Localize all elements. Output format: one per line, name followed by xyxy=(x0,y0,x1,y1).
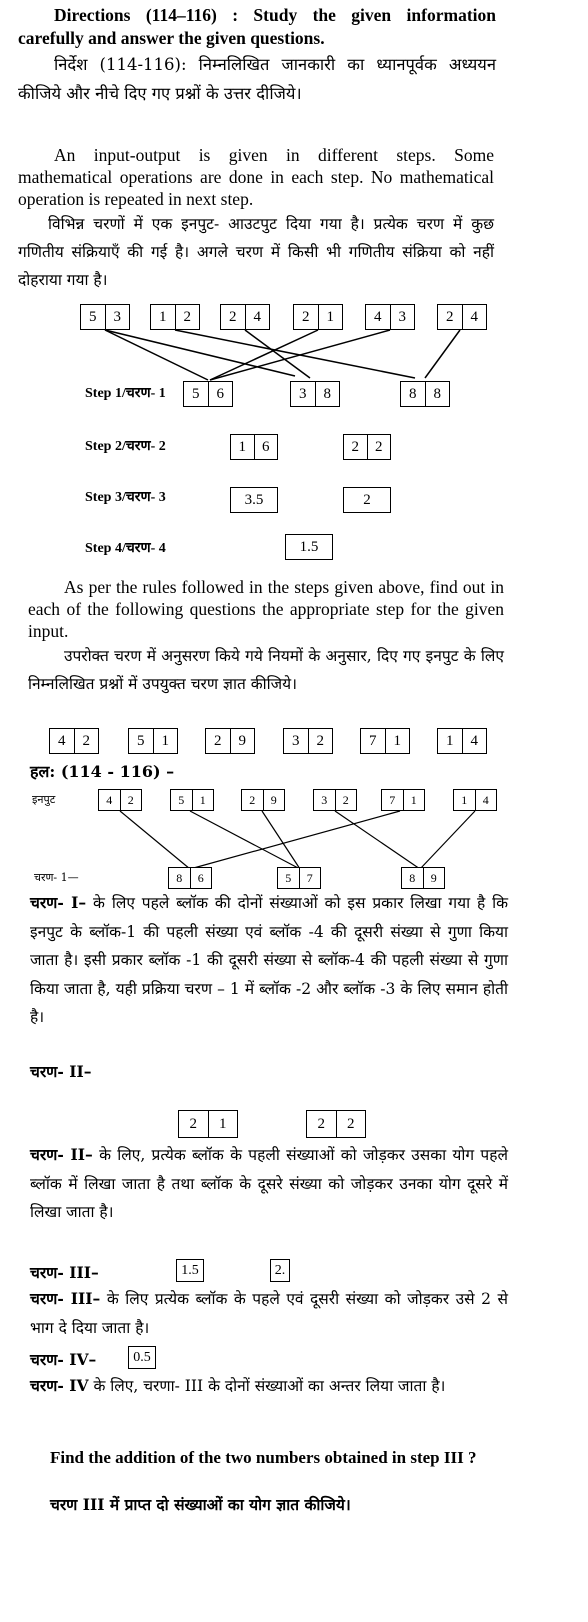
solution-step2-box-cell: 2 xyxy=(317,1115,325,1132)
solution-step3-head: चरण- III– xyxy=(30,1289,101,1308)
solution-input-box-cell: 2 xyxy=(249,792,256,807)
example-step4-label: Step 4/चरण- 4 xyxy=(85,541,166,556)
example-step1-box-cell: 8 xyxy=(315,382,340,406)
solution-step1-box-cell: 9 xyxy=(423,868,445,888)
example-input-box-cell: 3 xyxy=(105,305,130,329)
solution-step4-box: 0.5 xyxy=(128,1346,156,1369)
solution-step1-box-3 xyxy=(401,867,445,889)
solution-input-box-cell: 7 xyxy=(389,792,396,807)
example-step1-box-cell: 8 xyxy=(425,382,450,406)
solution-input-box-3 xyxy=(241,789,285,811)
question-intro-en: As per the rules followed in the steps given above, find out in each of the following questions the appropriate step for the given input. xyxy=(28,577,504,641)
directions-hi-intro: विभिन्न चरणों में एक इनपुट- आउटपुट दिया गया है। प्रत्येक चरण में कुछ गणितीय संक्रियाएँ की गई है। अगले चरण में किसी भी गणितीय संक्रिया को नहीं दोहराया गया है। xyxy=(18,215,494,289)
example-step4-box: 1.5 xyxy=(285,534,333,560)
solution-input-box-cell: 4 xyxy=(475,790,497,810)
example-input-box-cell: 3 xyxy=(390,305,415,329)
example-step2-box-cell: 2 xyxy=(351,438,359,455)
solution-step2-box-cell: 2 xyxy=(189,1115,197,1132)
solution-input-box-5 xyxy=(381,789,425,811)
solution-step3-explanation xyxy=(30,1285,508,1342)
solution-step2-explanation xyxy=(30,1141,508,1227)
question-input-box-cell: 2 xyxy=(214,732,222,749)
question-input-box-cell: 5 xyxy=(137,732,145,749)
solution-step1-box-cell: 7 xyxy=(299,868,321,888)
solution-step1-label: चरण- 1— xyxy=(34,871,79,884)
question-input-box-cell: 9 xyxy=(230,729,255,753)
solution-step3-head-a: चरण- III– xyxy=(30,1263,99,1282)
solution-input-box-cell: 5 xyxy=(178,792,185,807)
solution-input-box-cell: 1 xyxy=(461,792,468,807)
example-input-box-cell: 2 xyxy=(175,305,200,329)
solution-step2-head: चरण- II– xyxy=(30,1145,93,1164)
question-input-box-cell: 1 xyxy=(385,729,410,753)
example-input-box-cell: 2 xyxy=(446,308,454,325)
solution-input-box-cell: 2 xyxy=(120,790,142,810)
solution-step1-box-cell: 8 xyxy=(176,870,183,885)
example-step1-label: Step 1/चरण- 1 xyxy=(85,386,166,401)
solution-input-box-1 xyxy=(98,789,142,811)
solution-input-box-cell: 2 xyxy=(335,790,357,810)
example-input-box-cell: 1 xyxy=(318,305,343,329)
example-step3-box-2: 2 xyxy=(343,487,391,513)
example-input-box-cell: 2 xyxy=(302,308,310,325)
solution-input-box-2 xyxy=(170,789,214,811)
question-input-box-cell: 2 xyxy=(308,729,333,753)
solution-step4-head: चरण- IV xyxy=(30,1376,89,1395)
directions-en-intro: An input-output is given in different steps. Some mathematical operations are done in each step. No mathematical operation is repeated in next step. xyxy=(18,145,494,209)
example-input-box-cell: 4 xyxy=(374,308,382,325)
example-step3-box-1: 3.5 xyxy=(230,487,278,513)
solution-step3-box-1: 1.5 xyxy=(176,1259,204,1282)
question-input-box-cell: 3 xyxy=(292,732,300,749)
solution-heading: हल: (114 - 116) – xyxy=(30,762,175,781)
question-input-box-cell: 7 xyxy=(369,732,377,749)
solution-input-box-cell: 1 xyxy=(192,790,214,810)
solution-input-box-cell: 4 xyxy=(106,792,113,807)
question-input-box-cell: 2 xyxy=(74,729,99,753)
solution-step2-box-2 xyxy=(306,1110,366,1138)
solution-step1-box-cell: 6 xyxy=(190,868,212,888)
solution-step1-explanation xyxy=(30,889,508,1032)
solution-step2-box-1 xyxy=(178,1110,238,1138)
solution-step3-text: के लिए प्रत्येक ब्लॉक के पहले एवं दूसरी संख्या को जोड़कर उसे 2 से भाग दे दिया जाता है। xyxy=(30,1290,508,1337)
example-input-box-cell: 4 xyxy=(245,305,270,329)
example-step1-box-cell: 6 xyxy=(208,382,233,406)
solution-step4-explanation xyxy=(30,1372,508,1401)
question-input-box-cell: 4 xyxy=(58,732,66,749)
question-input-box-cell: 4 xyxy=(462,729,487,753)
solution-input-box-cell: 1 xyxy=(403,790,425,810)
solution-input-box-6 xyxy=(453,789,497,811)
final-question-en: Find the addition of the two numbers obtained in step III ? xyxy=(50,1448,477,1467)
solution-input-box-cell: 3 xyxy=(321,792,328,807)
solution-step4-text: के लिए, चरणा- III के दोनों संख्याओं का अन्तर लिया जाता है। xyxy=(93,1377,446,1395)
final-question-hi: चरण III में प्राप्त दो संख्याओं का योग ज्ञात कीजिये। xyxy=(50,1495,351,1514)
question-intro-hi: उपरोक्त चरण में अनुसरण किये गये नियमों के अनुसार, दिए गए इनपुट के लिए निम्नलिखित प्रश्नों में उपयुक्त चरण ज्ञात कीजिये। xyxy=(28,647,504,693)
solution-step1-box-cell: 8 xyxy=(409,870,416,885)
solution-step1-head: चरण- I– xyxy=(30,893,87,912)
example-step2-label: Step 2/चरण- 2 xyxy=(85,439,166,454)
solution-step1-box-cell: 5 xyxy=(285,870,292,885)
example-step2-box-cell: 6 xyxy=(254,435,278,459)
solution-step1-box-1 xyxy=(168,867,212,889)
example-input-box-cell: 2 xyxy=(229,308,237,325)
question-input-box-cell: 1 xyxy=(153,729,178,753)
example-step1-box-cell: 5 xyxy=(192,385,200,402)
example-input-box-cell: 1 xyxy=(159,308,167,325)
solution-step3-box-2: 2. xyxy=(270,1259,290,1282)
solution-step1-box-2 xyxy=(277,867,321,889)
question-input-box-cell: 1 xyxy=(446,732,454,749)
directions-hi-title: निर्देश (114-116): निम्नलिखित जानकारी का ध्यानपूर्वक अध्ययन कीजिये और नीचे दिए गए प्रश्नों के उत्तर दीजिये। xyxy=(18,55,496,103)
solution-step2-box-cell: 2 xyxy=(336,1111,366,1137)
example-input-box-cell: 5 xyxy=(89,308,97,325)
example-step3-label: Step 3/चरण- 3 xyxy=(85,490,166,505)
example-step2-box-cell: 1 xyxy=(238,438,246,455)
solution-step2-text: के लिए, प्रत्येक ब्लॉक के पहली संख्याओं को जोड़कर उसका योग पहले ब्लॉक में लिखा जाता है तथा ब्लॉक के दूसरे संख्या को जोड़कर उनका योग दूसरे में लिखा जाता है। xyxy=(30,1146,508,1221)
solution-input-box-cell: 9 xyxy=(263,790,285,810)
solution-step2-box-cell: 1 xyxy=(208,1111,238,1137)
solution-input-label: इनपुट xyxy=(32,793,56,806)
example-step1-box-cell: 3 xyxy=(299,385,307,402)
example-input-box-cell: 4 xyxy=(462,305,487,329)
solution-step2-head-a: चरण- II– xyxy=(30,1062,92,1081)
directions-en-title: Directions (114–116) : Study the given information carefully and answer the given questions. xyxy=(18,5,496,48)
example-step1-box-cell: 8 xyxy=(409,385,417,402)
example-step2-box-cell: 2 xyxy=(367,435,391,459)
solution-step4-head-a: चरण- IV– xyxy=(30,1350,97,1369)
solution-step1-text: के लिए पहले ब्लॉक की दोनों संख्याओं को इस प्रकार लिखा गया है कि इनपुट के ब्लॉक-1 की पहली संख्या एवं ब्लॉक -4 की दूसरी संख्या से गुणा किया जाता है। इसी प्रकार ब्लॉक -1 की दूसरी संख्या से ब्लॉक-4 की पहली संख्या से गुणा किया जाता है, यही प्रक्रिया चरण – 1 में ब्लॉक -2 और ब्लॉक -3 के लिए समान होती है। xyxy=(30,894,509,1026)
solution-input-box-4 xyxy=(313,789,357,811)
